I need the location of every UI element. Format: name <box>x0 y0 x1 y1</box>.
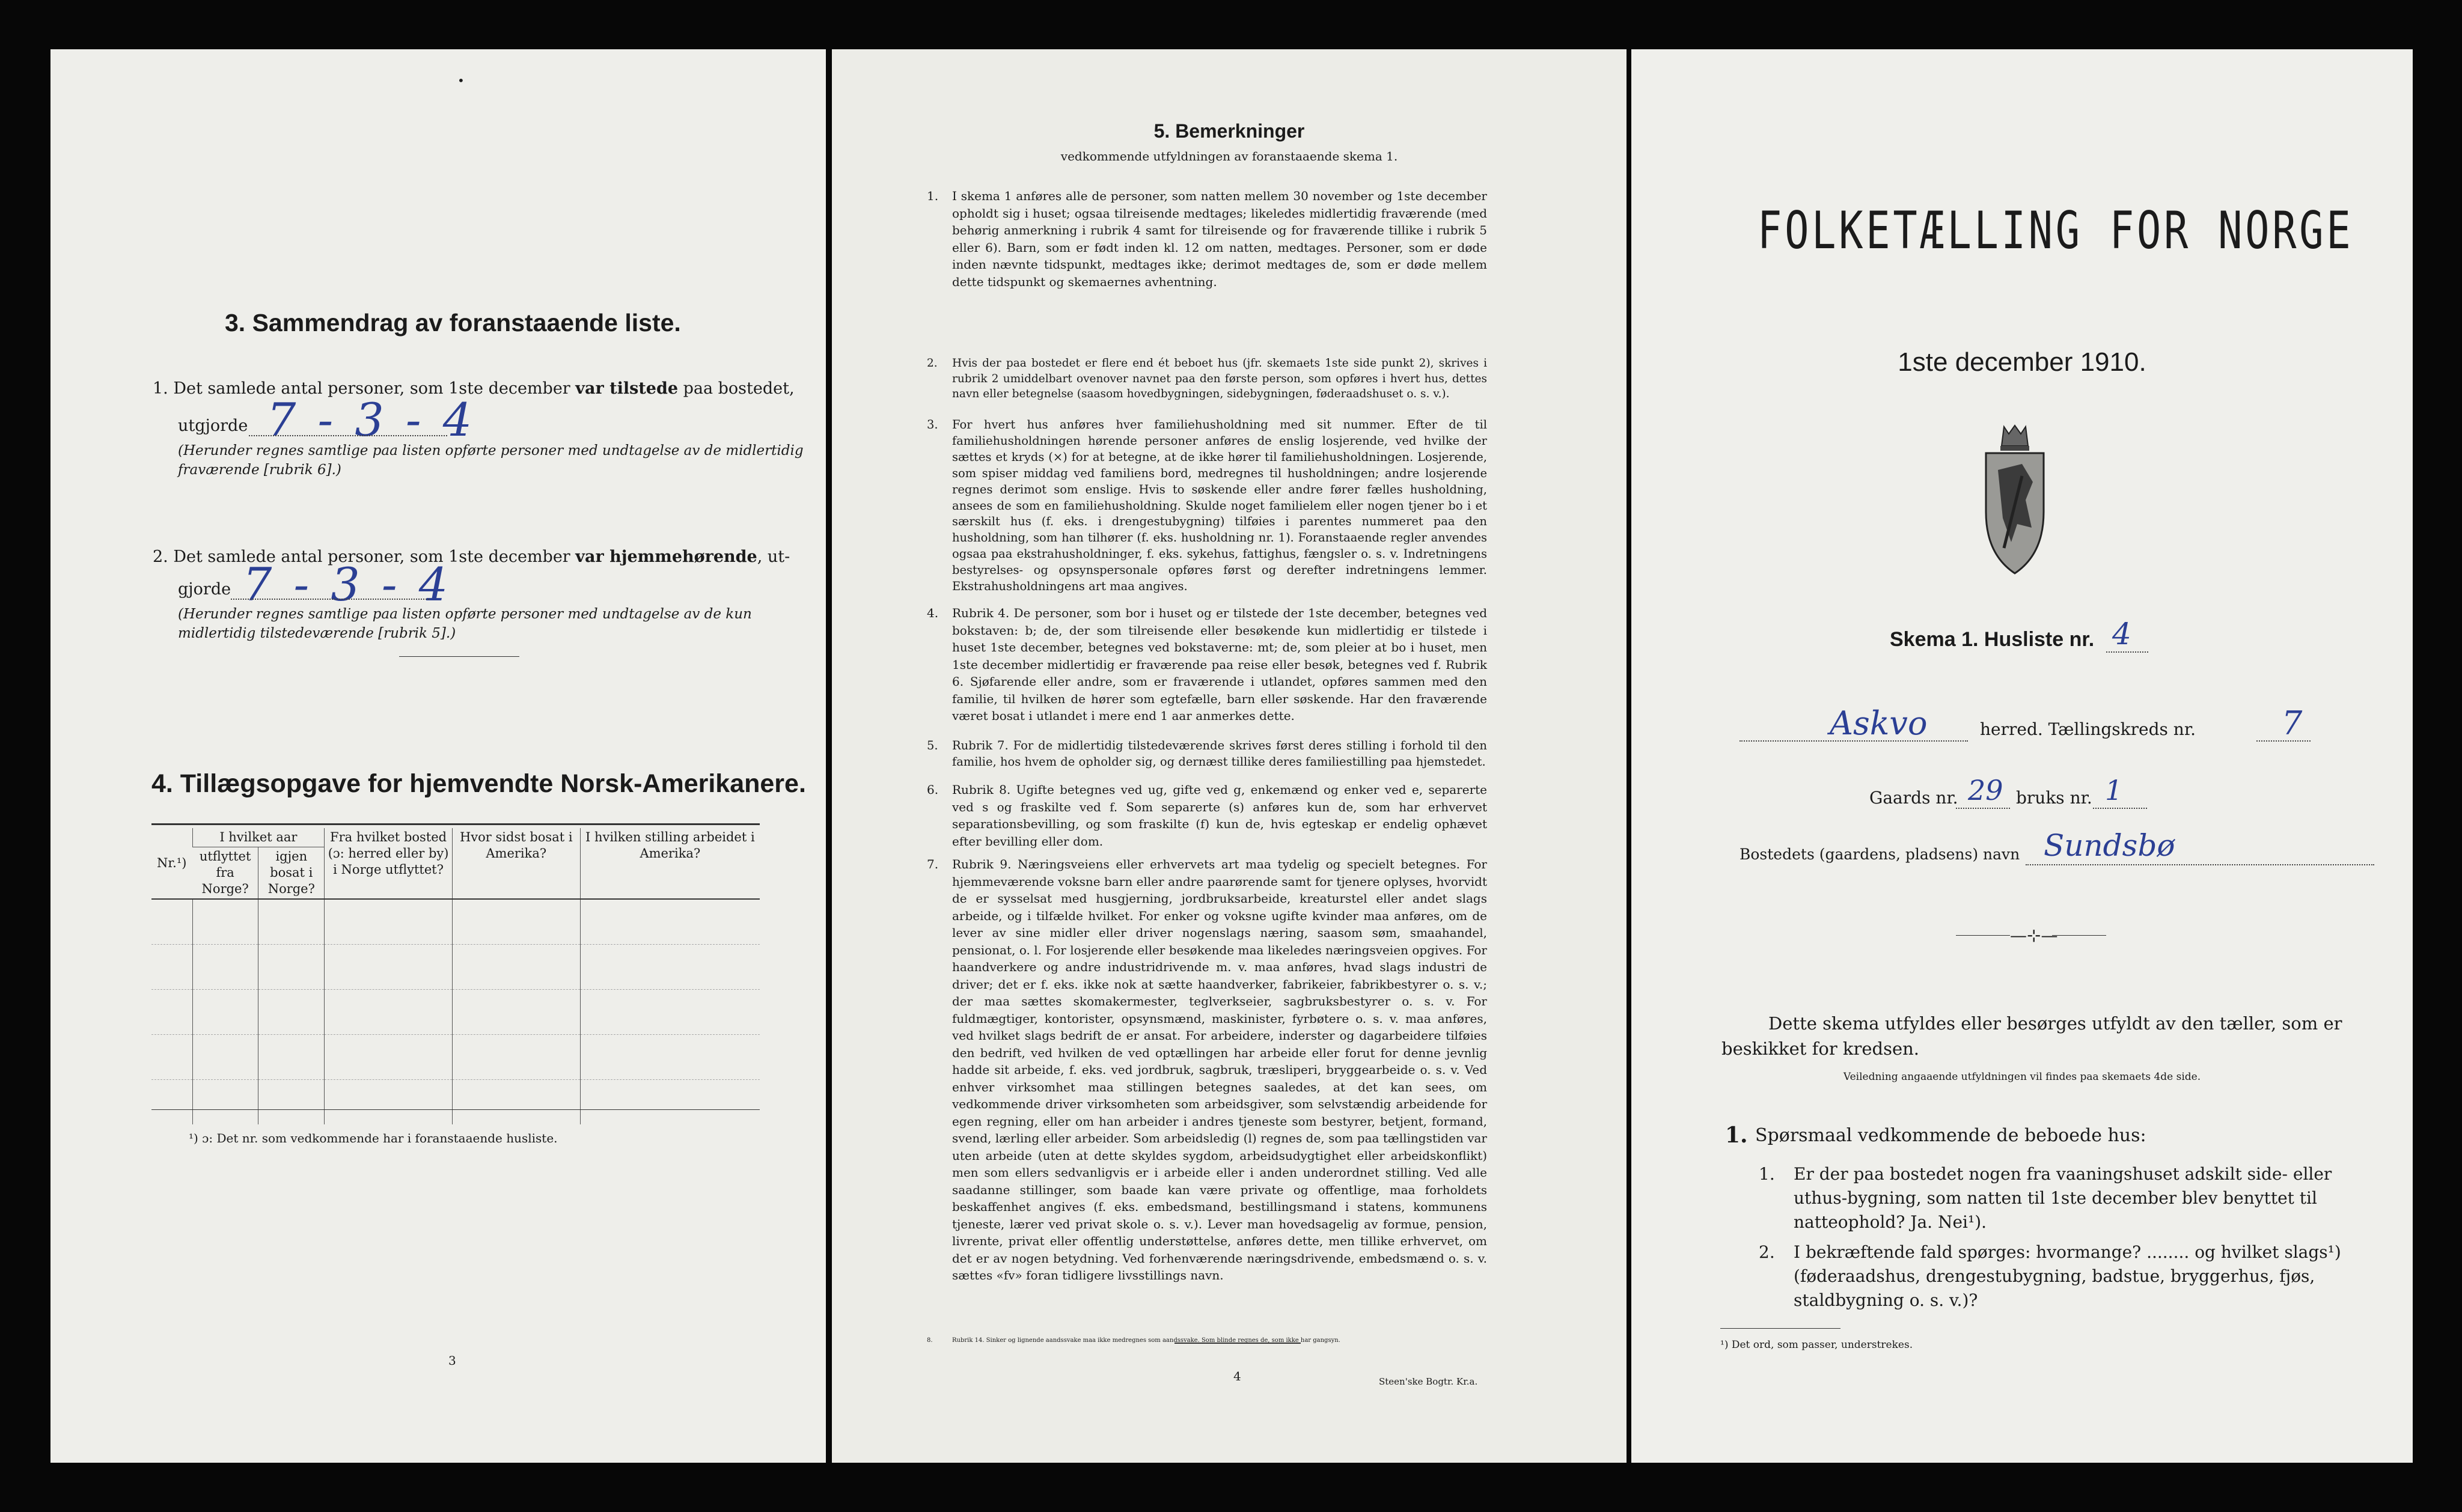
question-1: Er der paa bostedet nogen fra vaaningshuset adskilt side- eller uthus-bygning, som natten til 1ste december blev benyttet til natteophold? Ja. Nei¹). <box>1794 1164 2332 1232</box>
question-heading: Spørsmaal vedkommende de beboede hus: <box>1755 1125 2146 1146</box>
item1-number: 1. <box>153 379 168 398</box>
table-cell[interactable] <box>151 990 192 1035</box>
item2-note: (Herunder regnes samtlige paa listen opførte personer med undtagelse av de kun midlertidig tilstedeværende [rubrik 5].) <box>178 606 752 641</box>
remark-text: Rubrik 4. De personer, som bor i huset og er tilstede der 1ste december, betegnes ved bokstaven: b; de, der som tilreisende eller besøkende kun midlertidig er tilstede i huset 1ste december, betegnes ved bokstaverne: mt; de, som pleier at bo i huset, men 1ste december midlertidig er fraværende paa reise eller besøk, betegnes ved f. Rubrik 6. Sjøfarende eller andre, som er fraværende i utlandet, opføres sammen med den familie, til hvilken de hører som egtefælle, barn eller søskende. Har den fraværende været bosat i utlandet i mere end 1 aar anmerkes dette. <box>952 606 1487 723</box>
remark-item <box>927 856 1487 1284</box>
table-cell[interactable] <box>580 1080 760 1125</box>
bosted-value[interactable]: Sundsbø <box>2044 828 2175 863</box>
remark-text: Rubrik 9. Næringsveiens eller erhvervets art maa tydelig og specielt betegnes. For hjemmeværende voksne barn eller andre paarørende samt for tjenere oplyses, hvorvidt de er sysselsat med husgjerning, jordbruksarbeide, kreaturstel eller andet slags arbeide, og i tilfælde hvilket. For enker og voksne ugifte kvinder maa anføres, om de lever av sine midler eller driver nogenslags næring, saasom søm, smaahandel, pensionat, o. l. For losjerende eller besøkende maa likeledes næringsveien opgives. For haandverkere og andre industridrivende m. v. maa anføres, hvad slags industri de driver; det er f. eks. ikke nok at sætte haandverker, fabrikeier, fabrikbestyrer o. s. v.; der maa sættes skomakermester, teglverkseier, sagbruksbestyrer o. s. v. For fuldmægtiger, kontorister, opsynsmænd, maskinister, fyrbøtere o. s. v. maa anføres, ved hvilket slags bedrift de er ansat. For arbeidere, inderster og dagarbeidere tilføies den bedrift, ved hvilken de ved optællingen har arbeide eller forut for denne jevnlig hadde sit arbeide, f. eks. ved jordbruk, sagbruk, træsliperi, bryggearbeide o. s. v. Ved enhver virksomhet maa stillingen betegnes saaledes, at det kan sees, om vedkommende driver virksomheten som arbeidsgiver, som selvstændig arbeidende for egen regning, eller om han arbeider i andres tjeneste som bestyrer, betjent, formand, svend, lærling eller arbeider. Som arbeidsledig (l) regnes de, som paa tællingstiden var uten arbeide (uten at dette skyldes sygdom, arbeidsudygtighet eller arbeidskonflikt) men som ellers sedvanligvis er i arbeide eller i anden underordnet stilling. Ved alle saadanne stillinger, som baade kan være private og offentlige, maa forholdets beskaffenhet angives (f. eks. embedsmand, bestillingsmand i statens, kommunens tjeneste, lærer ved privat skole o. s. v.). Lever man hovedsagelig av formue, pension, livrente, privat eller offentlig understøttelse, anføres dette, men tillike erhvervet, om det er av nogen betydning. Ved forhenværende næringsdrivende, embedsmænd o. s. v. sættes «fv» foran tidligere livsstillings navn. <box>952 857 1487 1282</box>
table-cell[interactable] <box>452 1080 580 1125</box>
remark-number: 5. <box>927 739 938 752</box>
col-igjen: igjen bosat i Norge? <box>258 847 325 900</box>
remark-text: Rubrik 8. Ugifte betegnes ved ug, gifte ved g, enkemænd og enker ved e, separerte ved s og fraskilte ved f. Som separerte (s) anføres kun de, som har erhvervet separationsbevilling, og som fraskilte (f) kun de, hvis egteskap er endelig ophævet efter bevilling eller dom. <box>952 782 1487 849</box>
remarks-subtitle: vedkommende utfyldningen av foranstaaende skema 1. <box>1060 149 1398 163</box>
ornament-icon: —⊹— <box>2010 925 2058 945</box>
kreds-number[interactable]: 7 <box>2282 704 2303 742</box>
remark-item <box>927 781 1487 850</box>
item1-text-a: Det samlede antal personer, som 1ste december <box>173 379 576 398</box>
bosted-label: Bostedets (gaardens, pladsens) navn <box>1740 846 2020 863</box>
census-date: 1ste december 1910. <box>1898 347 2146 377</box>
item2-dotted-line <box>231 599 429 600</box>
table-top-rule <box>151 823 760 825</box>
table-cell[interactable] <box>325 899 453 945</box>
item2-handwritten-count: 7 - 3 - 4 <box>243 558 452 611</box>
table-cell[interactable] <box>192 990 258 1035</box>
coat-of-arms-icon <box>1980 422 2050 579</box>
table-cell[interactable] <box>580 1035 760 1080</box>
table-cell[interactable] <box>452 1035 580 1080</box>
remark-number: 2. <box>927 357 938 370</box>
table-cell[interactable] <box>258 1080 325 1125</box>
remark-text: I skema 1 anføres alle de personer, som natten mellem 30 november og 1ste december opholdt sig i huset; ogsaa tilreisende medtages; likeledes midlertidig fraværende (med behørig anmerkning i rubrik 4 samt for tilreisende og for fraværende tillike i rubrik 5 eller 6). Barn, som er født inden kl. 12 om natten, medtages. Personer, som er døde inden nævnte tidspunkt, medtages ikke; derimot medtages de, som er døde mellem dette tidspunkt og skemaernes avhentning. <box>952 189 1487 289</box>
item1-text-c: paa bostedet, <box>678 379 795 398</box>
item2-text-a: Det samlede antal personer, som 1ste december <box>173 547 576 566</box>
gaards-label: Gaards nr. <box>1869 788 1958 808</box>
remark-number: 4. <box>927 606 939 620</box>
summary-item-1 <box>153 377 802 400</box>
item2-text-c: , ut- <box>757 547 790 566</box>
table-cell[interactable] <box>580 990 760 1035</box>
speck: • <box>457 73 465 88</box>
husliste-number[interactable]: 4 <box>2112 617 2131 651</box>
col-group-year: I hvilket aar <box>192 828 325 847</box>
ornament-rule-left <box>1956 935 2010 936</box>
col-nr: Nr.¹) <box>157 856 187 870</box>
table-cell[interactable] <box>325 945 453 990</box>
gaards-line <box>1956 808 2010 809</box>
table-bottom-rule <box>151 1109 760 1110</box>
item1-handwritten-count: 7 - 3 - 4 <box>267 393 476 447</box>
remarks-end-rule <box>1174 1343 1301 1344</box>
page-right <box>1631 49 2413 1463</box>
gaards-number[interactable]: 29 <box>1968 774 2003 806</box>
table-cell[interactable] <box>151 899 192 945</box>
item1-utgjorde-label: utgjorde <box>178 416 248 435</box>
table-cell[interactable] <box>452 945 580 990</box>
remarks-title: 5. Bemerkninger <box>1153 120 1305 142</box>
census-title: FOLKETÆLLING FOR NORGE <box>1758 201 2354 261</box>
remark-item <box>927 417 1487 595</box>
norsk-amerikanere-table <box>151 828 760 1124</box>
item1-note: (Herunder regnes samtlige paa listen opførte personer med undtagelse av de midlertidig fraværende [rubrik 6].) <box>178 443 804 478</box>
table-cell[interactable] <box>325 990 453 1035</box>
remark-text: Rubrik 7. For de midlertidig tilstedeværende skrives først deres stilling i forhold til den familie, hos hvem de opholder sig, og dernæst tillike deres familiestilling paa hjemstedet. <box>952 739 1487 769</box>
remark-item <box>927 738 1487 770</box>
page-number-3: 3 <box>448 1353 456 1368</box>
item2-gjorde-label: gjorde <box>178 580 231 599</box>
herred-label: herred. Tællingskreds nr. <box>1980 719 2196 739</box>
table-cell[interactable] <box>452 990 580 1035</box>
item2-text-b: var hjemmehørende <box>575 547 757 566</box>
footnote: ¹) Det ord, som passer, understrekes. <box>1720 1339 1913 1351</box>
remark-number: 8. <box>927 1337 933 1344</box>
bruks-line <box>2093 808 2147 809</box>
table-cell[interactable] <box>192 945 258 990</box>
table-cell[interactable] <box>192 899 258 945</box>
table-footnote: ¹) ɔ: Det nr. som vedkommende har i foranstaaende husliste. <box>189 1131 558 1145</box>
section3-title: 3. Sammendrag av foranstaaende liste. <box>225 309 681 337</box>
separator <box>399 656 519 657</box>
table-cell[interactable] <box>325 1035 453 1080</box>
remark-item <box>927 605 1487 725</box>
table-cell[interactable] <box>325 1080 453 1125</box>
question-2: I bekræftende fald spørges: hvormange? ........ og hvilket slags¹) (føderaadshus, drengestubygning, badstue, bryggerhus, fjøs, staldbygning o. s. v.)? <box>1794 1242 2341 1310</box>
item1-dotted-line <box>249 435 447 436</box>
table-cell[interactable] <box>151 1035 192 1080</box>
remark-number: 6. <box>927 782 939 797</box>
herred-line <box>1740 740 1968 742</box>
remark-text: Hvis der paa bostedet er flere end ét beboet hus (jfr. skemaets 1ste side punkt 2), skrives i rubrik 2 umiddelbart ovenover navnet paa den første person, som opføres i hvert hus, dettes navn eller betegnelse (saasom hovedbygningen, sidebygningen, føderaadshuset o. s. v.). <box>952 357 1487 401</box>
page-left <box>50 49 826 1463</box>
item2-number: 2. <box>153 547 168 566</box>
q2-number: 2. <box>1759 1242 1775 1262</box>
table-cell[interactable] <box>258 899 325 945</box>
remark-number: 1. <box>927 189 939 203</box>
remark-text: For hvert hus anføres hver familiehusholdning med sit nummer. Efter de til familiehusholdningen hørende personer anføres de enslig losjerende, ved hvilke der sættes et kryds (×) for at betegne, at de ikke hører til familiehusholdningen. Losjerende, som spiser middag ved familiens bord, medregnes til husholdningen; andre losjerende regnes derimot som enslige. Hvis to søskende eller andre fører fælles husholdning, ansees de som en familiehusholdning. Skulde noget familielem eller nogen tjener bo i et særskilt hus (f. eks. i drengestubygning) tilføies i parentes nummeret paa den husholdning, som han tilhører (f. eks. husholdning nr. 1). Foranstaaende regler anvendes ogsaa paa ekstrahusholdninger, f. eks. sykehus, fattighus, fængsler o. s. v. Indretningens bestyrelses- og opsynspersonale opføres først og derefter indretningens lemmer. Ekstrahusholdningens art maa angives. <box>952 418 1487 594</box>
remark-item <box>927 356 1487 402</box>
footnote-rule <box>1720 1328 1840 1329</box>
item1-text-b: var tilstede <box>575 379 678 398</box>
bruks-number[interactable]: 1 <box>2105 774 2123 806</box>
ornament-rule-right <box>2052 935 2106 936</box>
question-heading-number: 1. <box>1725 1123 1748 1148</box>
table-cell[interactable] <box>258 990 325 1035</box>
remark-number: 7. <box>927 857 939 871</box>
herred-value[interactable]: Askvo <box>1830 704 1928 742</box>
table-cell[interactable] <box>452 899 580 945</box>
page-number-4: 4 <box>1233 1369 1241 1383</box>
printer-mark: Steen'ske Bogtr. Kr.a. <box>1379 1376 1478 1387</box>
table-cell[interactable] <box>192 1080 258 1125</box>
col-hvor: Hvor sidst bosat i Amerika? <box>452 828 580 899</box>
table-cell[interactable] <box>258 945 325 990</box>
bruks-label: bruks nr. <box>2016 788 2092 808</box>
table-cell[interactable] <box>580 945 760 990</box>
kreds-line <box>2256 740 2311 742</box>
instruction-text: Dette skema utfyldes eller besørges utfyldt av den tæller, som er beskikket for kredsen. <box>1721 1013 2342 1059</box>
col-fra: Fra hvilket bosted (ɔ: herred eller by) i Norge utflyttet? <box>325 828 453 899</box>
section4-title: 4. Tillægsopgave for hjemvendte Norsk-Amerikanere. <box>151 769 806 798</box>
remark-number: 3. <box>927 418 938 431</box>
table-cell[interactable] <box>258 1035 325 1080</box>
table-cell[interactable] <box>151 1080 192 1125</box>
col-stilling: I hvilken stilling arbeidet i Amerika? <box>580 828 760 899</box>
col-utflyttet: utflyttet fra Norge? <box>199 849 251 896</box>
bosted-line <box>2026 864 2374 865</box>
remark-text: Rubrik 14. Sinker og lignende aandssvake maa ikke medregnes som aandssvake. Som blinde regnes de, som ikke har gangsyn. <box>952 1337 1340 1344</box>
page-middle <box>832 49 1627 1463</box>
table-cell[interactable] <box>151 945 192 990</box>
skema-label: Skema 1. Husliste nr. <box>1890 628 2095 651</box>
remark-item <box>927 187 1487 290</box>
table-cell[interactable] <box>580 899 760 945</box>
husliste-line <box>2106 651 2148 653</box>
q1-number: 1. <box>1759 1164 1775 1184</box>
veiledning-text: Veiledning angaaende utfyldningen vil findes paa skemaets 4de side. <box>1843 1071 2201 1083</box>
table-cell[interactable] <box>192 1035 258 1080</box>
